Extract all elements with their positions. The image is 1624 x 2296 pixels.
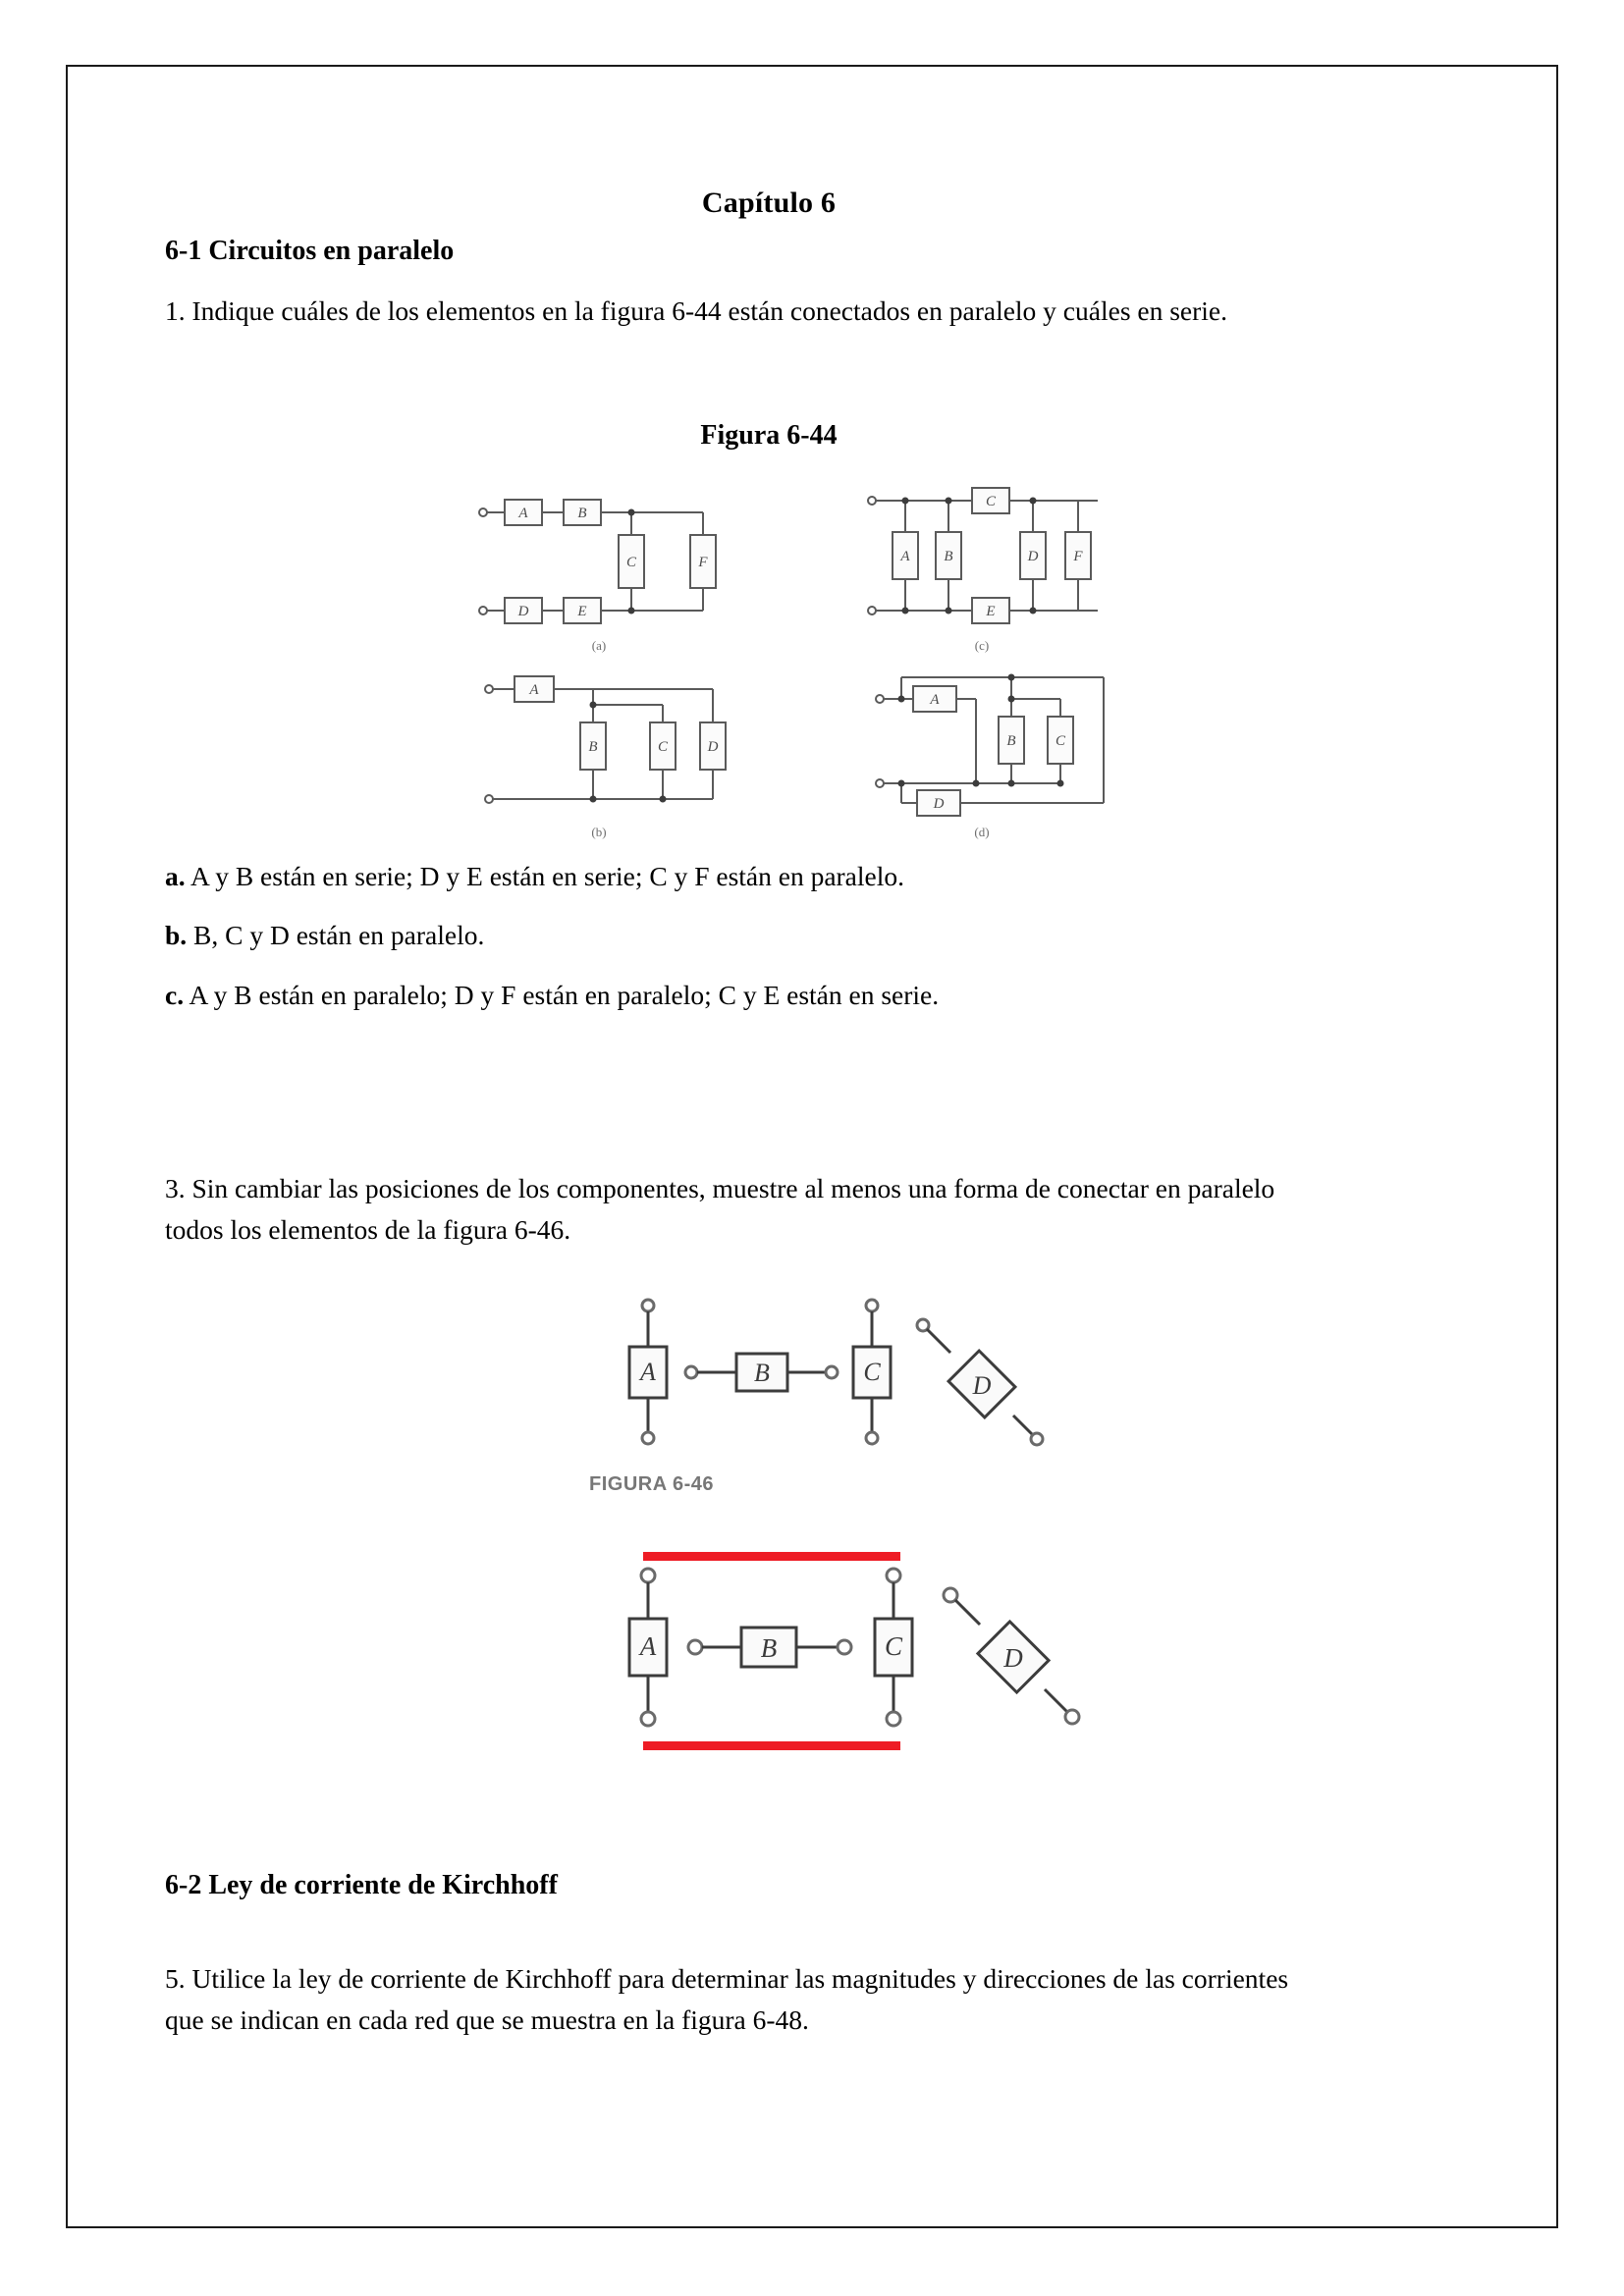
section-heading-6-2: 6-2 Ley de corriente de Kirchhoff [165,1870,558,1900]
svg-text:A: A [900,549,910,564]
svg-text:C: C [1055,733,1066,749]
svg-text:D: D [707,739,719,755]
figure-646-caption-text: FIGURA 6-46 [589,1473,715,1495]
page-title: Capítulo 6 [701,187,837,219]
svg-text:D: D [517,604,529,619]
answer-label-c: c. [165,980,185,1010]
svg-text:D: D [1003,1643,1023,1673]
subfigure-a [479,500,716,653]
component-b [685,1354,838,1391]
figure-644-image [471,481,1198,839]
figure-646-image [589,1286,1100,1531]
svg-text:E: E [577,604,587,619]
svg-text:C: C [625,555,637,570]
svg-text:B: B [944,549,953,564]
svg-text:C: C [657,739,669,755]
figure-646-solution-image [589,1526,1100,1772]
component-a-solution [629,1569,667,1726]
svg-text:C: C [985,494,997,509]
answer-text-c: A y B están en paralelo; D y F están en paralelo; C y E están en serie. [189,980,940,1010]
svg-text:D: D [972,1371,992,1400]
question-1-text: 1. Indique cuáles de los elementos en la figura 6-44 están conectados en paralelo y cuáles en serie. [165,295,1228,326]
answer-label-b: b. [165,920,188,950]
svg-text:F: F [1073,549,1083,564]
component-c [853,1300,891,1444]
svg-text:B: B [577,506,587,521]
svg-text:A: A [930,692,940,708]
component-c-solution [875,1569,912,1726]
svg-text:A: A [529,682,539,698]
answer-label-a: a. [165,861,186,891]
svg-text:(c): (c) [974,638,990,653]
figure-644-caption: Figura 6-44 [700,420,838,451]
svg-text:(b): (b) [591,825,607,839]
svg-text:B: B [760,1633,778,1663]
svg-text:(a): (a) [591,638,607,653]
question-5-text: 5. Utilice la ley de corriente de Kirchhoff para determinar las magnitudes y direcciones de las corrientes que se indican en cada red que se muestra en la figura 6-48. [165,1963,1289,2035]
answer-text-b: B, C y D están en paralelo. [193,920,485,950]
svg-text:A: A [640,1358,656,1386]
svg-text:B: B [1006,733,1016,749]
svg-text:(d): (d) [974,825,990,839]
subfigure-b [485,676,726,839]
component-b-solution [688,1628,851,1667]
svg-text:D: D [933,796,945,812]
page-border [66,65,1558,2228]
svg-text:B: B [754,1359,770,1387]
component-d [917,1319,1043,1445]
question-3-text: 3. Sin cambiar las posiciones de los componentes, muestre al menos una forma de conectar en paralelo todos los elementos de la figura 6-46. [165,1173,1275,1245]
svg-text:C: C [863,1358,881,1386]
answer-item-b [165,915,1343,955]
answer-item-a [165,856,1343,896]
answer-text-a: A y B están en serie; D y E están en serie; C y F están en paralelo. [189,861,905,891]
subfigure-c [868,488,1098,653]
red-annotation-bottom [643,1741,900,1750]
svg-text:B: B [588,739,598,755]
svg-text:A: A [639,1631,657,1661]
svg-text:F: F [698,555,708,570]
subfigure-d [876,674,1104,840]
svg-text:D: D [1027,549,1039,564]
component-a [629,1300,667,1444]
component-d-solution [944,1588,1079,1724]
section-heading-6-1: 6-1 Circuitos en paralelo [165,236,455,266]
svg-text:C: C [884,1631,903,1661]
red-annotation-top [643,1552,900,1561]
svg-text:E: E [986,604,996,619]
svg-text:A: A [518,506,528,521]
answer-item-c [165,975,1343,1015]
